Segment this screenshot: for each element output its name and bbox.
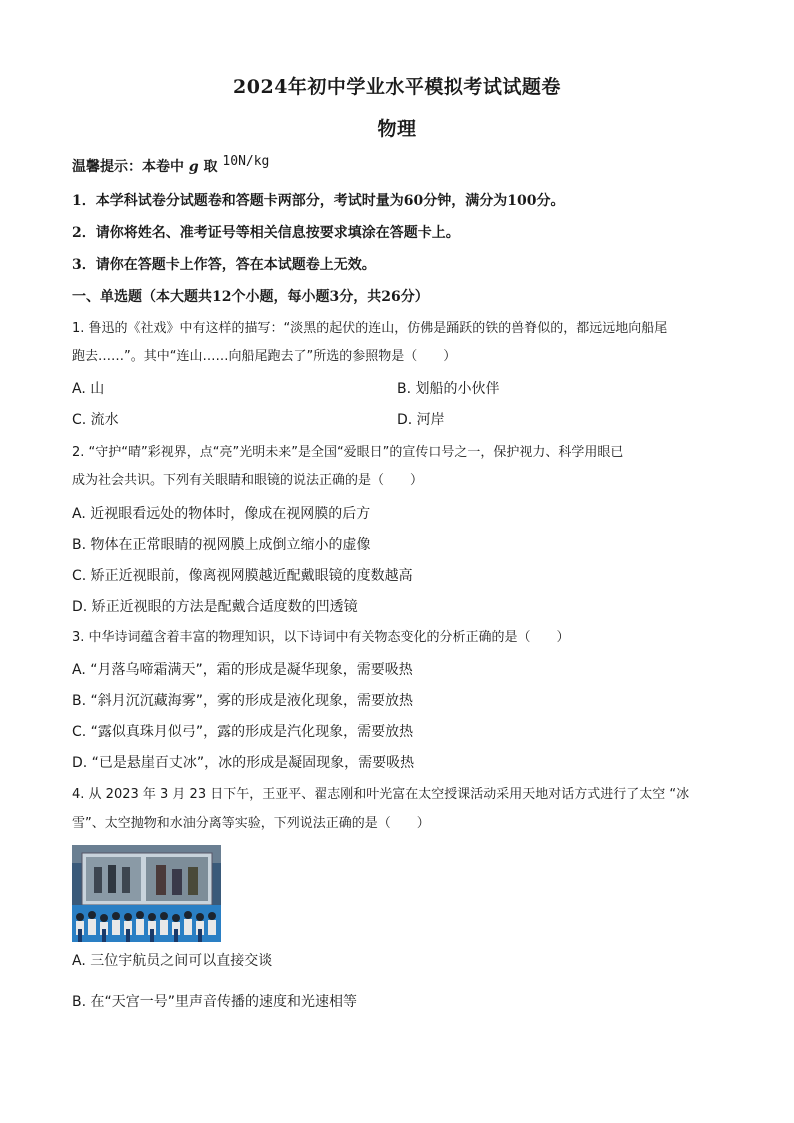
question-4-line-1: 4. 从 2023 年 3 月 23 日下午，王亚平、翟志刚和叶光富在太空授课活动采用天地对话方式进行了太空 “冰 xyxy=(72,787,690,802)
question-4-line-2: 雪”、太空抛物和水油分离等实验，下列说法正确的是（ ） xyxy=(72,816,430,831)
question-2-option-d: D. 矫正近视眼的方法是配戴合适度数的凹透镜 xyxy=(72,599,358,615)
section-heading: 一、单选题（本大题共12个小题，每小题3分，共26分） xyxy=(72,289,429,305)
question-4-option-b: B. 在“天宫一号”里声音传播的速度和光速相等 xyxy=(72,994,358,1010)
question-3-option-d: D. “已是悬崖百丈冰”，冰的形成是凝固现象，需要吸热 xyxy=(72,755,415,771)
tip-g-value: 10N/kg xyxy=(222,154,270,169)
question-1-option-b: B. 划船的小伙伴 xyxy=(397,381,500,397)
question-1-line-2: 跑去……”。其中“连山……向船尾跑去了”所选的参照物是（ ） xyxy=(72,349,457,364)
tip-take: 取 xyxy=(203,159,218,175)
classroom-photo xyxy=(72,845,221,942)
question-1-option-a: A. 山 xyxy=(72,381,105,397)
tip-g-symbol: g xyxy=(188,159,199,175)
question-2-line-1: 2. “守护“晴”彩视界，点“亮”光明未来”是全国“爱眼日”的宣传口号之一，保护视力、科学用眼已 xyxy=(72,445,624,460)
question-2-line-2: 成为社会共识。下列有关眼睛和眼镜的说法正确的是（ ） xyxy=(72,473,424,488)
tip-label: 温馨提示：本卷中 xyxy=(72,159,184,175)
exam-title: 2024年初中学业水平模拟考试试题卷 xyxy=(233,76,561,98)
question-3-option-c: C. “露似真珠月似弓”，露的形成是汽化现象，需要放热 xyxy=(72,724,414,740)
question-3-option-a: A. “月落乌啼霜满天”，霜的形成是凝华现象，需要吸热 xyxy=(72,662,413,678)
question-2-option-c: C. 矫正近视眼前，像离视网膜越近配戴眼镜的度数越高 xyxy=(72,568,413,584)
question-1-line-1: 1. 鲁迅的《社戏》中有这样的描写：“淡黑的起伏的连山，仿佛是踊跃的铁的兽脊似的，都远远地向船尾 xyxy=(72,321,668,336)
question-3-line-1: 3. 中华诗词蕴含着丰富的物理知识，以下诗词中有关物态变化的分析正确的是（ ） xyxy=(72,630,570,645)
question-1-option-c: C. 流水 xyxy=(72,412,119,428)
question-4-option-a: A. 三位宇航员之间可以直接交谈 xyxy=(72,953,273,969)
question-2-option-a: A. 近视眼看远处的物体时，像成在视网膜的后方 xyxy=(72,506,371,522)
notice-2: 2．请你将姓名、准考证号等相关信息按要求填涂在答题卡上。 xyxy=(72,225,460,241)
tip-line xyxy=(72,154,732,177)
subject-title: 物理 xyxy=(377,118,417,140)
question-3-option-b: B. “斜月沉沉藏海雾”，雾的形成是液化现象，需要放热 xyxy=(72,693,414,709)
question-1-option-d: D. 河岸 xyxy=(397,412,445,428)
question-2-option-b: B. 物体在正常眼睛的视网膜上成倒立缩小的虚像 xyxy=(72,537,371,553)
notice-3: 3．请你在答题卡上作答，答在本试题卷上无效。 xyxy=(72,257,376,273)
notice-1: 1．本学科试卷分试题卷和答题卡两部分，考试时量为60分钟，满分为100分。 xyxy=(72,193,565,209)
